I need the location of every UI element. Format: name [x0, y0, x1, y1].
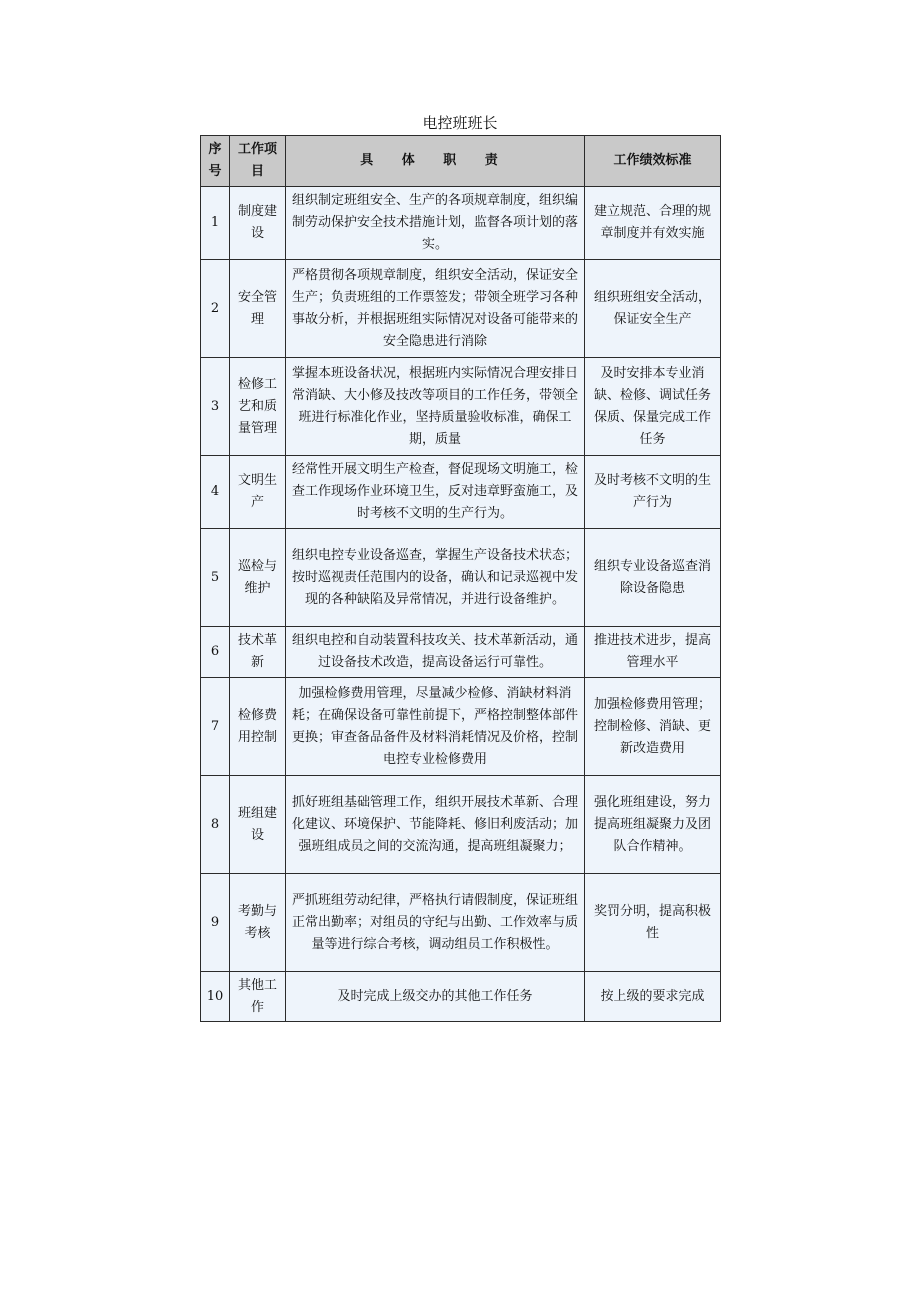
header-duty: 具 体 职 责	[286, 136, 585, 187]
table-header-row	[201, 136, 721, 187]
row-standard: 奖罚分明，提高积极性	[585, 874, 721, 972]
row-standard: 加强检修费用管理；控制检修、消缺、更新改造费用	[585, 678, 721, 776]
row-duty: 严抓班组劳动纪律，严格执行请假制度，保证班组正常出勤率；对组员的守纪与出勤、工作效率与质量等进行综合考核，调动组员工作积极性。	[286, 874, 585, 972]
row-no: 8	[201, 776, 230, 874]
row-standard: 按上级的要求完成	[585, 972, 721, 1022]
row-no: 5	[201, 529, 230, 627]
header-standard: 工作绩效标准	[585, 136, 721, 187]
row-standard: 及时安排本专业消缺、检修、调试任务保质、保量完成工作任务	[585, 358, 721, 456]
row-duty: 组织电控和自动装置科技攻关、技术革新活动，通过设备技术改造，提高设备运行可靠性。	[286, 627, 585, 678]
header-no: 序号	[201, 136, 230, 187]
table-row	[201, 456, 721, 529]
row-no: 4	[201, 456, 230, 529]
row-duty: 加强检修费用管理，尽量减少检修、消缺材料消耗；在确保设备可靠性前提下，严格控制整体部件更换；审查备品备件及材料消耗情况及价格，控制电控专业检修费用	[286, 678, 585, 776]
row-item: 班组建设	[230, 776, 286, 874]
table-row	[201, 972, 721, 1022]
row-duty: 组织制定班组安全、生产的各项规章制度，组织编制劳动保护安全技术措施计划，监督各项计划的落实。	[286, 187, 585, 260]
row-no: 1	[201, 187, 230, 260]
document-title: 电控班班长	[422, 114, 498, 132]
row-duty: 经常性开展文明生产检查，督促现场文明施工，检查工作现场作业环境卫生，反对违章野蛮施工，及时考核不文明的生产行为。	[286, 456, 585, 529]
row-standard: 组织班组安全活动，保证安全生产	[585, 260, 721, 358]
row-no: 7	[201, 678, 230, 776]
row-duty: 掌握本班设备状况，根据班内实际情况合理安排日常消缺、大小修及技改等项目的工作任务，带领全班进行标准化作业，坚持质量验收标准，确保工期，质量	[286, 358, 585, 456]
row-standard: 及时考核不文明的生产行为	[585, 456, 721, 529]
row-no: 9	[201, 874, 230, 972]
row-duty: 及时完成上级交办的其他工作任务	[286, 972, 585, 1022]
row-standard: 推进技术进步，提高管理水平	[585, 627, 721, 678]
row-no: 10	[201, 972, 230, 1022]
row-duty: 严格贯彻各项规章制度，组织安全活动，保证安全生产；负责班组的工作票签发；带领全班学习各种事故分析，并根据班组实际情况对设备可能带来的安全隐患进行消除	[286, 260, 585, 358]
row-duty: 组织电控专业设备巡查，掌握生产设备技术状态；按时巡视责任范围内的设备，确认和记录巡视中发现的各种缺陷及异常情况，并进行设备维护。	[286, 529, 585, 627]
row-standard: 组织专业设备巡查消除设备隐患	[585, 529, 721, 627]
header-item: 工作项目	[230, 136, 286, 187]
row-item: 安全管理	[230, 260, 286, 358]
table-row	[201, 529, 721, 627]
row-standard: 强化班组建设，努力提高班组凝聚力及团队合作精神。	[585, 776, 721, 874]
table-row	[201, 678, 721, 776]
row-item: 检修工艺和质量管理	[230, 358, 286, 456]
row-duty: 抓好班组基础管理工作，组织开展技术革新、合理化建议、环境保护、节能降耗、修旧利废活动；加强班组成员之间的交流沟通，提高班组凝聚力；	[286, 776, 585, 874]
table-row	[201, 627, 721, 678]
row-item: 其他工作	[230, 972, 286, 1022]
row-item: 技术革新	[230, 627, 286, 678]
row-no: 3	[201, 358, 230, 456]
table-row	[201, 187, 721, 260]
row-item: 文明生产	[230, 456, 286, 529]
row-item: 检修费用控制	[230, 678, 286, 776]
table-row	[201, 776, 721, 874]
row-no: 6	[201, 627, 230, 678]
row-no: 2	[201, 260, 230, 358]
row-standard: 建立规范、合理的规章制度并有效实施	[585, 187, 721, 260]
duty-table	[200, 135, 721, 1022]
table-row	[201, 260, 721, 358]
table-row	[201, 358, 721, 456]
row-item: 巡检与维护	[230, 529, 286, 627]
row-item: 考勤与考核	[230, 874, 286, 972]
row-item: 制度建设	[230, 187, 286, 260]
table-row	[201, 874, 721, 972]
